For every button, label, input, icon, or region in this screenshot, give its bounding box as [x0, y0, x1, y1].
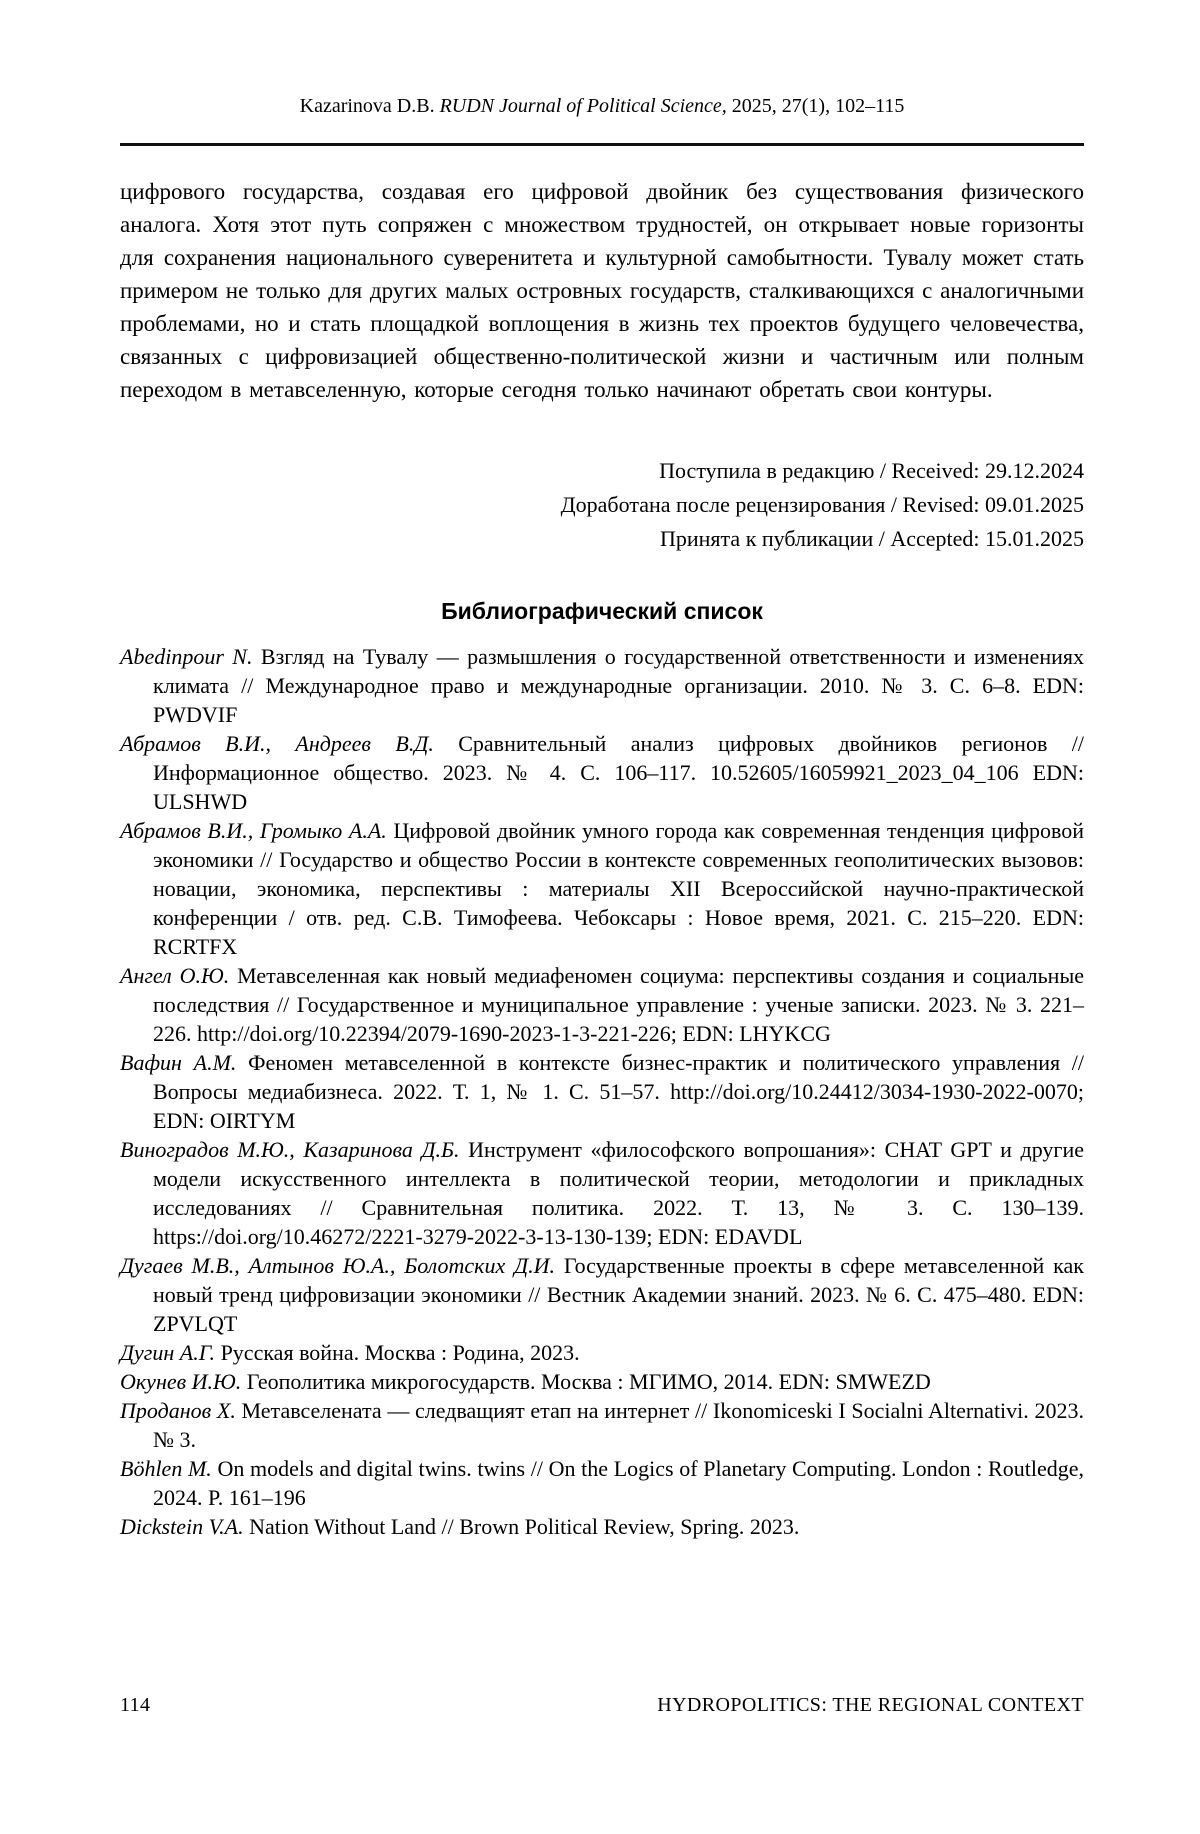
- reference-item: [120, 1512, 1084, 1541]
- running-head-issue: 2025, 27(1), 102–115: [726, 95, 905, 117]
- reference-authors: Вафин А.М.: [120, 1050, 237, 1075]
- reference-item: [120, 1454, 1084, 1512]
- footer-running-title: HYDROPOLITICS: THE REGIONAL CONTEXT: [657, 1694, 1084, 1716]
- reference-item: [120, 1048, 1084, 1135]
- running-head-journal-title: RUDN Journal of Political Science,: [439, 95, 727, 117]
- page-container: [120, 0, 1084, 1834]
- reference-authors: Ангел О.Ю.: [120, 963, 230, 988]
- running-head: [120, 0, 1084, 118]
- reference-authors: Окунев И.Ю.: [120, 1369, 242, 1394]
- reference-item: [120, 1338, 1084, 1367]
- page-footer: [120, 1694, 1084, 1717]
- reference-authors: Абрамов В.И., Андреев В.Д.: [120, 731, 434, 756]
- article-paragraph: цифрового государства, создавая его цифровой двойник без существования физического аналога. Хотя этот путь сопряжен с множеством трудностей, он открывает новые горизонты для сохранения национального суверенитета и культурной самобытности. Тувалу может стать примером не только для других малых островных государств, сталкивающихся с аналогичными проблемами, но и стать площадкой воплощения в жизнь тех проектов будущего человечества, связанных с цифровизацией общественно-политической жизни и частичным или полным переходом в метавселенную, которые сегодня только начинают обретать свои контуры.: [120, 179, 1084, 402]
- reference-authors: Проданов Х.: [120, 1398, 236, 1423]
- reference-item: [120, 961, 1084, 1048]
- reference-item: [120, 1135, 1084, 1251]
- reference-authors: Дугаев М.В., Алтынов Ю.А., Болотских Д.И.: [120, 1253, 555, 1278]
- reference-text: Цифровой двойник умного города как современная тенденция цифровой экономики // Государство и общество России в контексте современных геополитических вызовов: новации, экономика, перспективы : материалы XII Всероссийской научно-практической конференции / отв. ред. С.В. Тимофеева. Чебоксары : Новое время, 2021. С. 215–220. EDN: RCRTFX: [153, 818, 1084, 959]
- reference-text: Инструмент «философского вопрошания»: CHAT GPT и другие модели искусственного интеллекта в политической теории, методологии и прикладных исследованиях // Сравнительная политика. 2022. Т. 13, № 3. С. 130–139. https://doi.org/10.46272/2221-3279-2022-3-13-130-139; EDN: EDAVDL: [153, 1137, 1084, 1249]
- running-head-author: Kazarinova D.B.: [299, 95, 440, 117]
- reference-authors: Dickstein V.A.: [120, 1514, 244, 1539]
- reference-text: Русская война. Москва : Родина, 2023.: [215, 1340, 580, 1365]
- reference-item: [120, 816, 1084, 961]
- reference-text: Метавселенная как новый медиафеномен социума: перспективы создания и социальные последствия // Государственное и муниципальное управление : ученые записки. 2023. № 3. 221–226. http://doi.org/10.22394/2079-1690-2023-1-3-221-226; EDN: LHYKCG: [153, 963, 1085, 1046]
- reference-text: Nation Without Land // Brown Political Review, Spring. 2023.: [243, 1514, 800, 1539]
- reference-text: Сравнительный анализ цифровых двойников регионов // Информационное общество. 2023. № 4. С. 106–117. 10.52605/16059921_2023_04_106 EDN: ULSHWD: [153, 731, 1084, 814]
- header-rule: [120, 143, 1084, 146]
- page-number: 114: [120, 1694, 151, 1716]
- reference-text: Метавселената — следващият етап на интернет // Ikonomiceski I Socialni Alternativi. 2023. № 3.: [153, 1398, 1084, 1452]
- date-revised: Доработана после рецензирования / Revised: 09.01.2025: [560, 492, 1084, 517]
- reference-item: [120, 1367, 1084, 1396]
- reference-authors: Böhlen M.: [120, 1456, 212, 1481]
- reference-item: [120, 1396, 1084, 1454]
- reference-text: Государственные проекты в сфере метавселенной как новый тренд цифровизации экономики // Вестник Академии знаний. 2023. № 6. С. 475–480. EDN: ZPVLQT: [153, 1253, 1084, 1336]
- reference-authors: Дугин А.Г.: [120, 1340, 216, 1365]
- reference-authors: Абрамов В.И., Громыко А.А.: [120, 818, 387, 843]
- reference-item: [120, 642, 1084, 729]
- reference-text: Феномен метавселенной в контексте бизнес-практик и политического управления // Вопросы медиабизнеса. 2022. Т. 1, № 1. С. 51–57. http://doi.org/10.24412/3034-1930-2022-0070; EDN: OIRTYM: [153, 1050, 1084, 1133]
- reference-authors: Abedinpour N.: [120, 644, 253, 669]
- reference-item: [120, 1251, 1084, 1338]
- reference-authors: Виноградов М.Ю., Казаринова Д.Б.: [120, 1137, 460, 1162]
- reference-text: Геополитика микрогосударств. Москва : МГИМО, 2014. EDN: SMWEZD: [241, 1369, 931, 1394]
- reference-list: [120, 642, 1084, 1541]
- reference-text: On models and digital twins. twins // On the Logics of Planetary Computing. London : Routledge, 2024. P. 161–196: [153, 1456, 1084, 1510]
- bibliography-heading: Библиографический список: [441, 598, 763, 624]
- date-accepted: Принята к публикации / Accepted: 15.01.2025: [660, 526, 1084, 551]
- reference-item: [120, 729, 1084, 816]
- reference-text: Взгляд на Тувалу — размышления о государственной ответственности и изменениях климата // Международное право и международные организации. 2010. № 3. С. 6–8. EDN: PWDVIF: [153, 644, 1084, 727]
- date-received: Поступила в редакцию / Received: 29.12.2024: [659, 458, 1084, 483]
- dates-block: [120, 454, 1084, 556]
